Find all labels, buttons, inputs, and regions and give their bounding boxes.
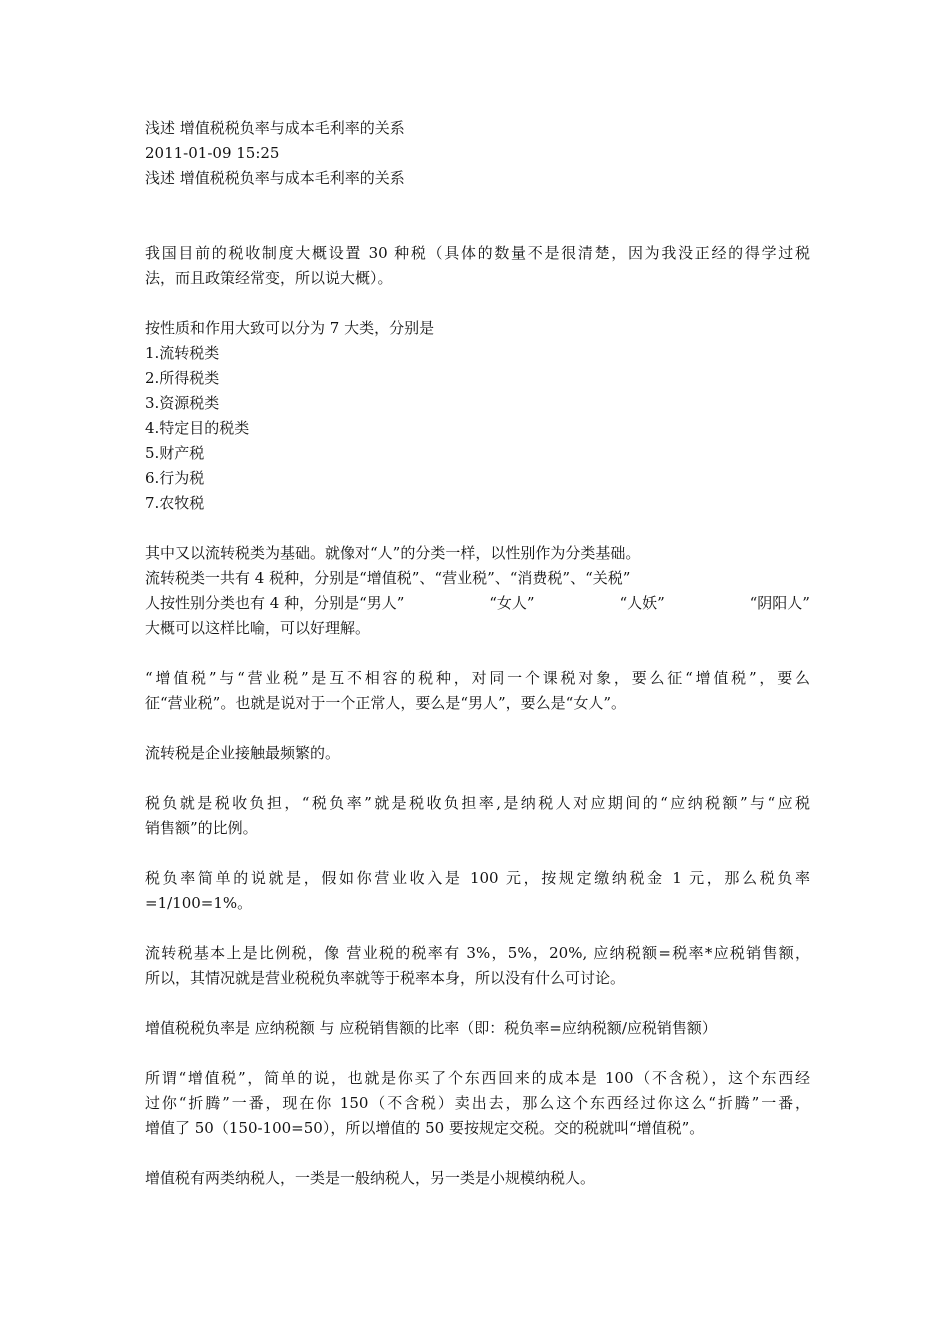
- paragraph-line: 其中又以流转税类为基础。就像对“人”的分类一样，以性别作为分类基础。: [145, 544, 641, 562]
- people-item: “人妖”: [619, 594, 665, 612]
- paragraph-line: 增值税税负率是 应纳税额 与 应税销售额的比率（即：税负率=应纳税额/应税销售额）: [145, 1019, 717, 1037]
- list-item: 4.特定目的税类: [145, 419, 250, 437]
- paragraph-line: 所以，其情况就是营业税税负率就等于税率本身，所以没有什么可讨论。: [145, 969, 626, 987]
- paragraph-line: 征“营业税”。也就是说对于一个正常人，要么是“男人”，要么是“女人”。: [145, 694, 627, 712]
- paragraph-line: =1/100=1%。: [145, 894, 253, 912]
- list-item: 3.资源税类: [145, 394, 220, 412]
- document-page: [145, 116, 810, 1191]
- paragraph-line: 流转税是企业接触最频繁的。: [145, 744, 341, 762]
- doc-title: 浅述 增值税税负率与成本毛利率的关系: [145, 119, 405, 137]
- doc-datetime: 2011-01-09 15:25: [145, 144, 280, 162]
- doc-subtitle: 浅述 增值税税负率与成本毛利率的关系: [145, 169, 405, 187]
- people-item: “女人”: [489, 594, 535, 612]
- people-label: 人按性别分类也有 4 种，分别是“男人”: [145, 594, 405, 612]
- paragraph-line: 增值税有两类纳税人，一类是一般纳税人，另一类是小规模纳税人。: [145, 1169, 596, 1187]
- paragraph-line: 税负率简单的说就是，假如你营业收入是 100 元，按规定缴纳税金 1 元，那么税负率: [145, 869, 810, 887]
- paragraph-line: 销售额”的比例。: [145, 819, 258, 837]
- list-item: 2.所得税类: [145, 369, 220, 387]
- paragraph-line: “增值税”与“营业税”是互不相容的税种，对同一个课税对象，要么征“增值税”，要么: [145, 669, 810, 687]
- people-item: “阴阳人”: [749, 594, 810, 612]
- list-item: 6.行为税: [145, 469, 205, 487]
- people-categories-line: [145, 591, 810, 616]
- paragraph-line: 按性质和作用大致可以分为 7 大类，分别是: [145, 319, 435, 337]
- list-item: 5.财产税: [145, 444, 205, 462]
- list-item: 1.流转税类: [145, 344, 220, 362]
- list-item: 7.农牧税: [145, 494, 205, 512]
- paragraph-line: 法，而且政策经常变，所以说大概）。: [145, 269, 393, 287]
- paragraph-line: 税负就是税收负担，“税负率”就是税收负担率,是纳税人对应期间的“应纳税额”与“应税: [145, 794, 810, 812]
- paragraph-line: 所谓“增值税”，简单的说，也就是你买了个东西回来的成本是 100（不含税），这个东西经: [145, 1069, 810, 1087]
- paragraph-line: 流转税类一共有 4 税种，分别是“增值税”、“营业税”、“消费税”、“关税”: [145, 569, 631, 587]
- paragraph-line: 我国目前的税收制度大概设置 30 种税（具体的数量不是很清楚，因为我没正经的得学过税: [145, 244, 810, 262]
- paragraph-line: 增值了 50（150-100=50），所以增值的 50 要按规定交税。交的税就叫“增值税”。: [145, 1119, 705, 1137]
- paragraph-line: 流转税基本上是比例税，像 营业税的税率有 3%，5%，20%, 应纳税额=税率*应税销售额，: [145, 944, 810, 962]
- paragraph-line: 过你“折腾”一番，现在你 150（不含税）卖出去，那么这个东西经过你这么“折腾”一番，: [145, 1094, 810, 1112]
- paragraph-line: 大概可以这样比喻，可以好理解。: [145, 619, 371, 637]
